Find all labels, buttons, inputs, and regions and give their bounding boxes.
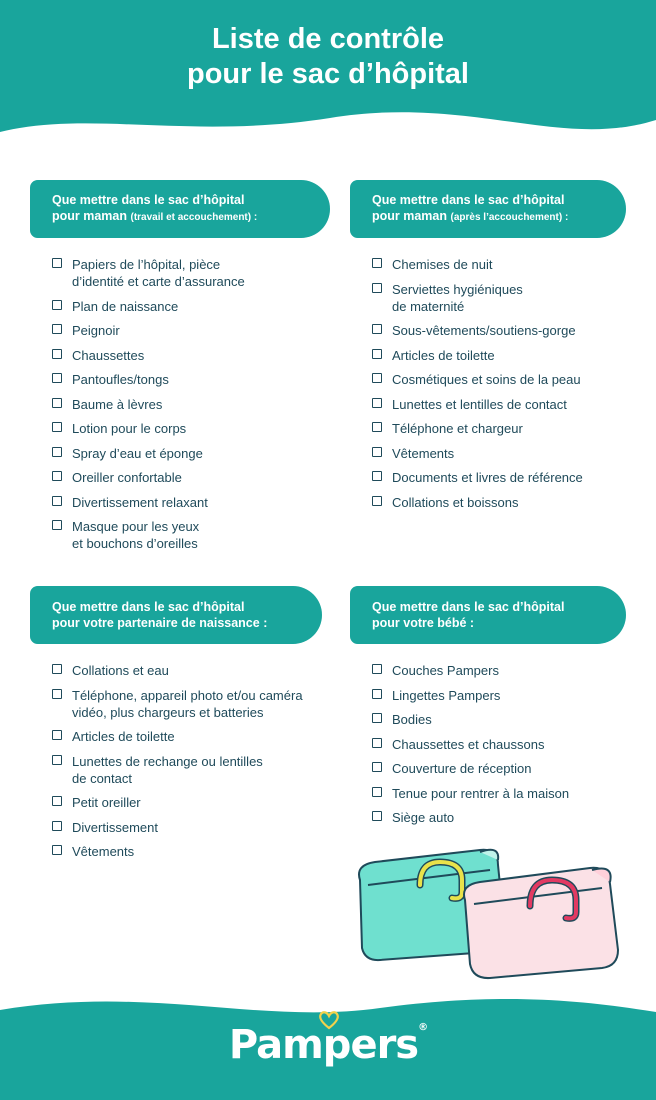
item-label: Siège auto	[392, 810, 455, 825]
list-item[interactable]	[52, 298, 330, 315]
pampers-logo	[0, 1022, 656, 1068]
pink-bag-icon	[464, 868, 618, 978]
checkbox[interactable]	[372, 398, 382, 408]
item-label: Couches Pampers	[392, 663, 499, 678]
heading-line-1: Que mettre dans le sac d’hôpital	[52, 193, 245, 207]
checkbox[interactable]	[372, 447, 382, 457]
list-item[interactable]	[372, 760, 650, 777]
list-item[interactable]	[372, 736, 650, 753]
item-label: Collations et boissons	[392, 494, 519, 510]
logo-text: Pampers	[228, 1022, 419, 1068]
hospital-bags-illustration	[340, 840, 640, 990]
item-label: Bodies	[392, 712, 432, 727]
item-label: Vêtements	[392, 445, 455, 461]
item-label: Spray d’eau et éponge	[72, 445, 203, 461]
heading-line-2: pour maman	[52, 209, 128, 223]
list-item[interactable]	[52, 843, 340, 860]
list-item[interactable]	[52, 371, 330, 388]
list-item[interactable]	[52, 256, 330, 290]
heading-line-2: pour votre partenaire de naissance :	[52, 616, 268, 630]
item-label: Collations et eau	[72, 663, 169, 678]
checkbox[interactable]	[52, 664, 62, 674]
item-label: Papiers de l’hôpital, pièce d’identité et carte d’assurance	[72, 257, 245, 289]
heading-small: (travail et accouchement) :	[130, 212, 258, 223]
checklist	[30, 662, 340, 860]
section-mom-labor	[30, 180, 330, 560]
item-label: Sous-vêtements/soutiens-gorge	[392, 323, 576, 338]
checkbox[interactable]	[52, 821, 62, 831]
list-item[interactable]	[52, 753, 340, 787]
checkbox[interactable]	[372, 738, 382, 748]
item-label: Lotion pour le corps	[72, 421, 187, 436]
list-item[interactable]	[372, 396, 650, 413]
item-label: Divertissement relaxant	[72, 494, 208, 510]
item-label: Lingettes Pampers	[392, 687, 501, 703]
item-label: Couverture de réception	[392, 761, 532, 776]
item-label: Documents et livres de référence	[392, 470, 583, 485]
list-item[interactable]	[372, 445, 650, 462]
checkbox[interactable]	[52, 845, 62, 855]
item-label: Masque pour les yeux et bouchons d’oreilles	[72, 519, 200, 551]
heading-small: (après l’accouchement) :	[450, 212, 569, 223]
checkbox[interactable]	[372, 496, 382, 506]
item-label: Lunettes de rechange ou lentilles de contact	[72, 753, 263, 786]
list-item[interactable]	[372, 809, 650, 826]
checklist	[350, 256, 650, 511]
checkbox[interactable]	[52, 373, 62, 383]
checkbox[interactable]	[372, 664, 382, 674]
item-label: Vêtements	[72, 844, 135, 859]
heading-line-1: Que mettre dans le sac d’hôpital	[372, 600, 565, 614]
list-item[interactable]	[52, 662, 340, 679]
section-mom-after	[350, 180, 650, 518]
section-heading	[30, 180, 330, 238]
item-label: Serviettes hygiéniques de maternité	[392, 281, 523, 314]
list-item[interactable]	[372, 371, 650, 388]
checkbox[interactable]	[52, 730, 62, 740]
checkbox[interactable]	[52, 471, 62, 481]
checklist	[30, 256, 330, 552]
list-item[interactable]	[372, 256, 650, 273]
list-item[interactable]	[372, 469, 650, 486]
item-label: Chaussettes	[72, 347, 145, 363]
checkbox[interactable]	[52, 796, 62, 806]
item-label: Lunettes et lentilles de contact	[392, 396, 567, 412]
item-label: Petit oreiller	[72, 795, 141, 810]
item-label: Téléphone et chargeur	[392, 421, 523, 436]
item-label: Pantoufles/tongs	[72, 372, 169, 387]
list-item[interactable]	[52, 518, 330, 552]
item-label: Peignoir	[72, 323, 120, 338]
title-line-2: pour le sac d’hôpital	[187, 58, 469, 90]
checkbox[interactable]	[52, 349, 62, 359]
checkbox[interactable]	[372, 689, 382, 699]
item-label: Divertissement	[72, 819, 158, 835]
checkbox[interactable]	[52, 422, 62, 432]
item-label: Chemises de nuit	[392, 257, 493, 272]
checkbox[interactable]	[372, 422, 382, 432]
section-baby	[350, 586, 650, 834]
checkbox[interactable]	[52, 258, 62, 268]
item-label: Baume à lèvres	[72, 396, 163, 412]
list-item[interactable]	[52, 469, 330, 486]
checkbox[interactable]	[52, 324, 62, 334]
checkbox[interactable]	[372, 787, 382, 797]
list-item[interactable]	[52, 687, 340, 721]
list-item[interactable]	[372, 420, 650, 437]
title-line-1: Liste de contrôle	[211, 23, 445, 55]
list-item[interactable]	[52, 728, 340, 745]
header-banner	[0, 0, 656, 150]
heading-line-2: pour maman	[372, 209, 448, 223]
checkbox[interactable]	[372, 258, 382, 268]
checkbox[interactable]	[372, 373, 382, 383]
section-heading	[350, 586, 626, 644]
checkbox[interactable]	[52, 689, 62, 699]
item-label: Tenue pour rentrer à la maison	[392, 785, 570, 801]
item-label: Cosmétiques et soins de la peau	[392, 372, 581, 387]
list-item[interactable]	[372, 711, 650, 728]
page-title	[0, 22, 656, 92]
item-label: Chaussettes et chaussons	[392, 736, 545, 752]
checkbox[interactable]	[52, 398, 62, 408]
checkbox[interactable]	[372, 324, 382, 334]
checkbox[interactable]	[52, 496, 62, 506]
list-item[interactable]	[52, 819, 340, 836]
item-label: Articles de toilette	[392, 347, 495, 363]
item-label: Articles de toilette	[72, 729, 175, 744]
checkbox[interactable]	[372, 283, 382, 293]
heading-line-1: Que mettre dans le sac d’hôpital	[52, 600, 245, 614]
list-item[interactable]	[372, 281, 650, 315]
registered-mark: ®	[418, 1022, 428, 1033]
list-item[interactable]	[52, 494, 330, 511]
list-item[interactable]	[52, 420, 330, 437]
list-item[interactable]	[372, 785, 650, 802]
checkbox[interactable]	[372, 762, 382, 772]
item-label: Oreiller confortable	[72, 470, 182, 485]
list-item[interactable]	[372, 347, 650, 364]
list-item[interactable]	[372, 322, 650, 339]
item-label: Téléphone, appareil photo et/ou caméra vidéo, plus chargeurs et batteries	[72, 687, 303, 720]
list-item[interactable]	[52, 322, 330, 339]
list-item[interactable]	[372, 494, 650, 511]
section-heading	[30, 586, 322, 644]
heading-line-1: Que mettre dans le sac d’hôpital	[372, 193, 565, 207]
checkbox[interactable]	[52, 755, 62, 765]
checkbox[interactable]	[372, 349, 382, 359]
section-partner	[30, 586, 340, 868]
checkbox[interactable]	[372, 471, 382, 481]
list-item[interactable]	[52, 347, 330, 364]
list-item[interactable]	[52, 445, 330, 462]
list-item[interactable]	[372, 687, 650, 704]
heading-line-2: pour votre bébé :	[372, 616, 475, 630]
section-heading	[350, 180, 626, 238]
list-item[interactable]	[372, 662, 650, 679]
list-item[interactable]	[52, 794, 340, 811]
checkbox[interactable]	[372, 811, 382, 821]
list-item[interactable]	[52, 396, 330, 413]
item-label: Plan de naissance	[72, 298, 179, 314]
checkbox[interactable]	[52, 300, 62, 310]
checkbox[interactable]	[52, 447, 62, 457]
checkbox[interactable]	[52, 520, 62, 530]
checkbox[interactable]	[372, 713, 382, 723]
checklist	[350, 662, 650, 826]
